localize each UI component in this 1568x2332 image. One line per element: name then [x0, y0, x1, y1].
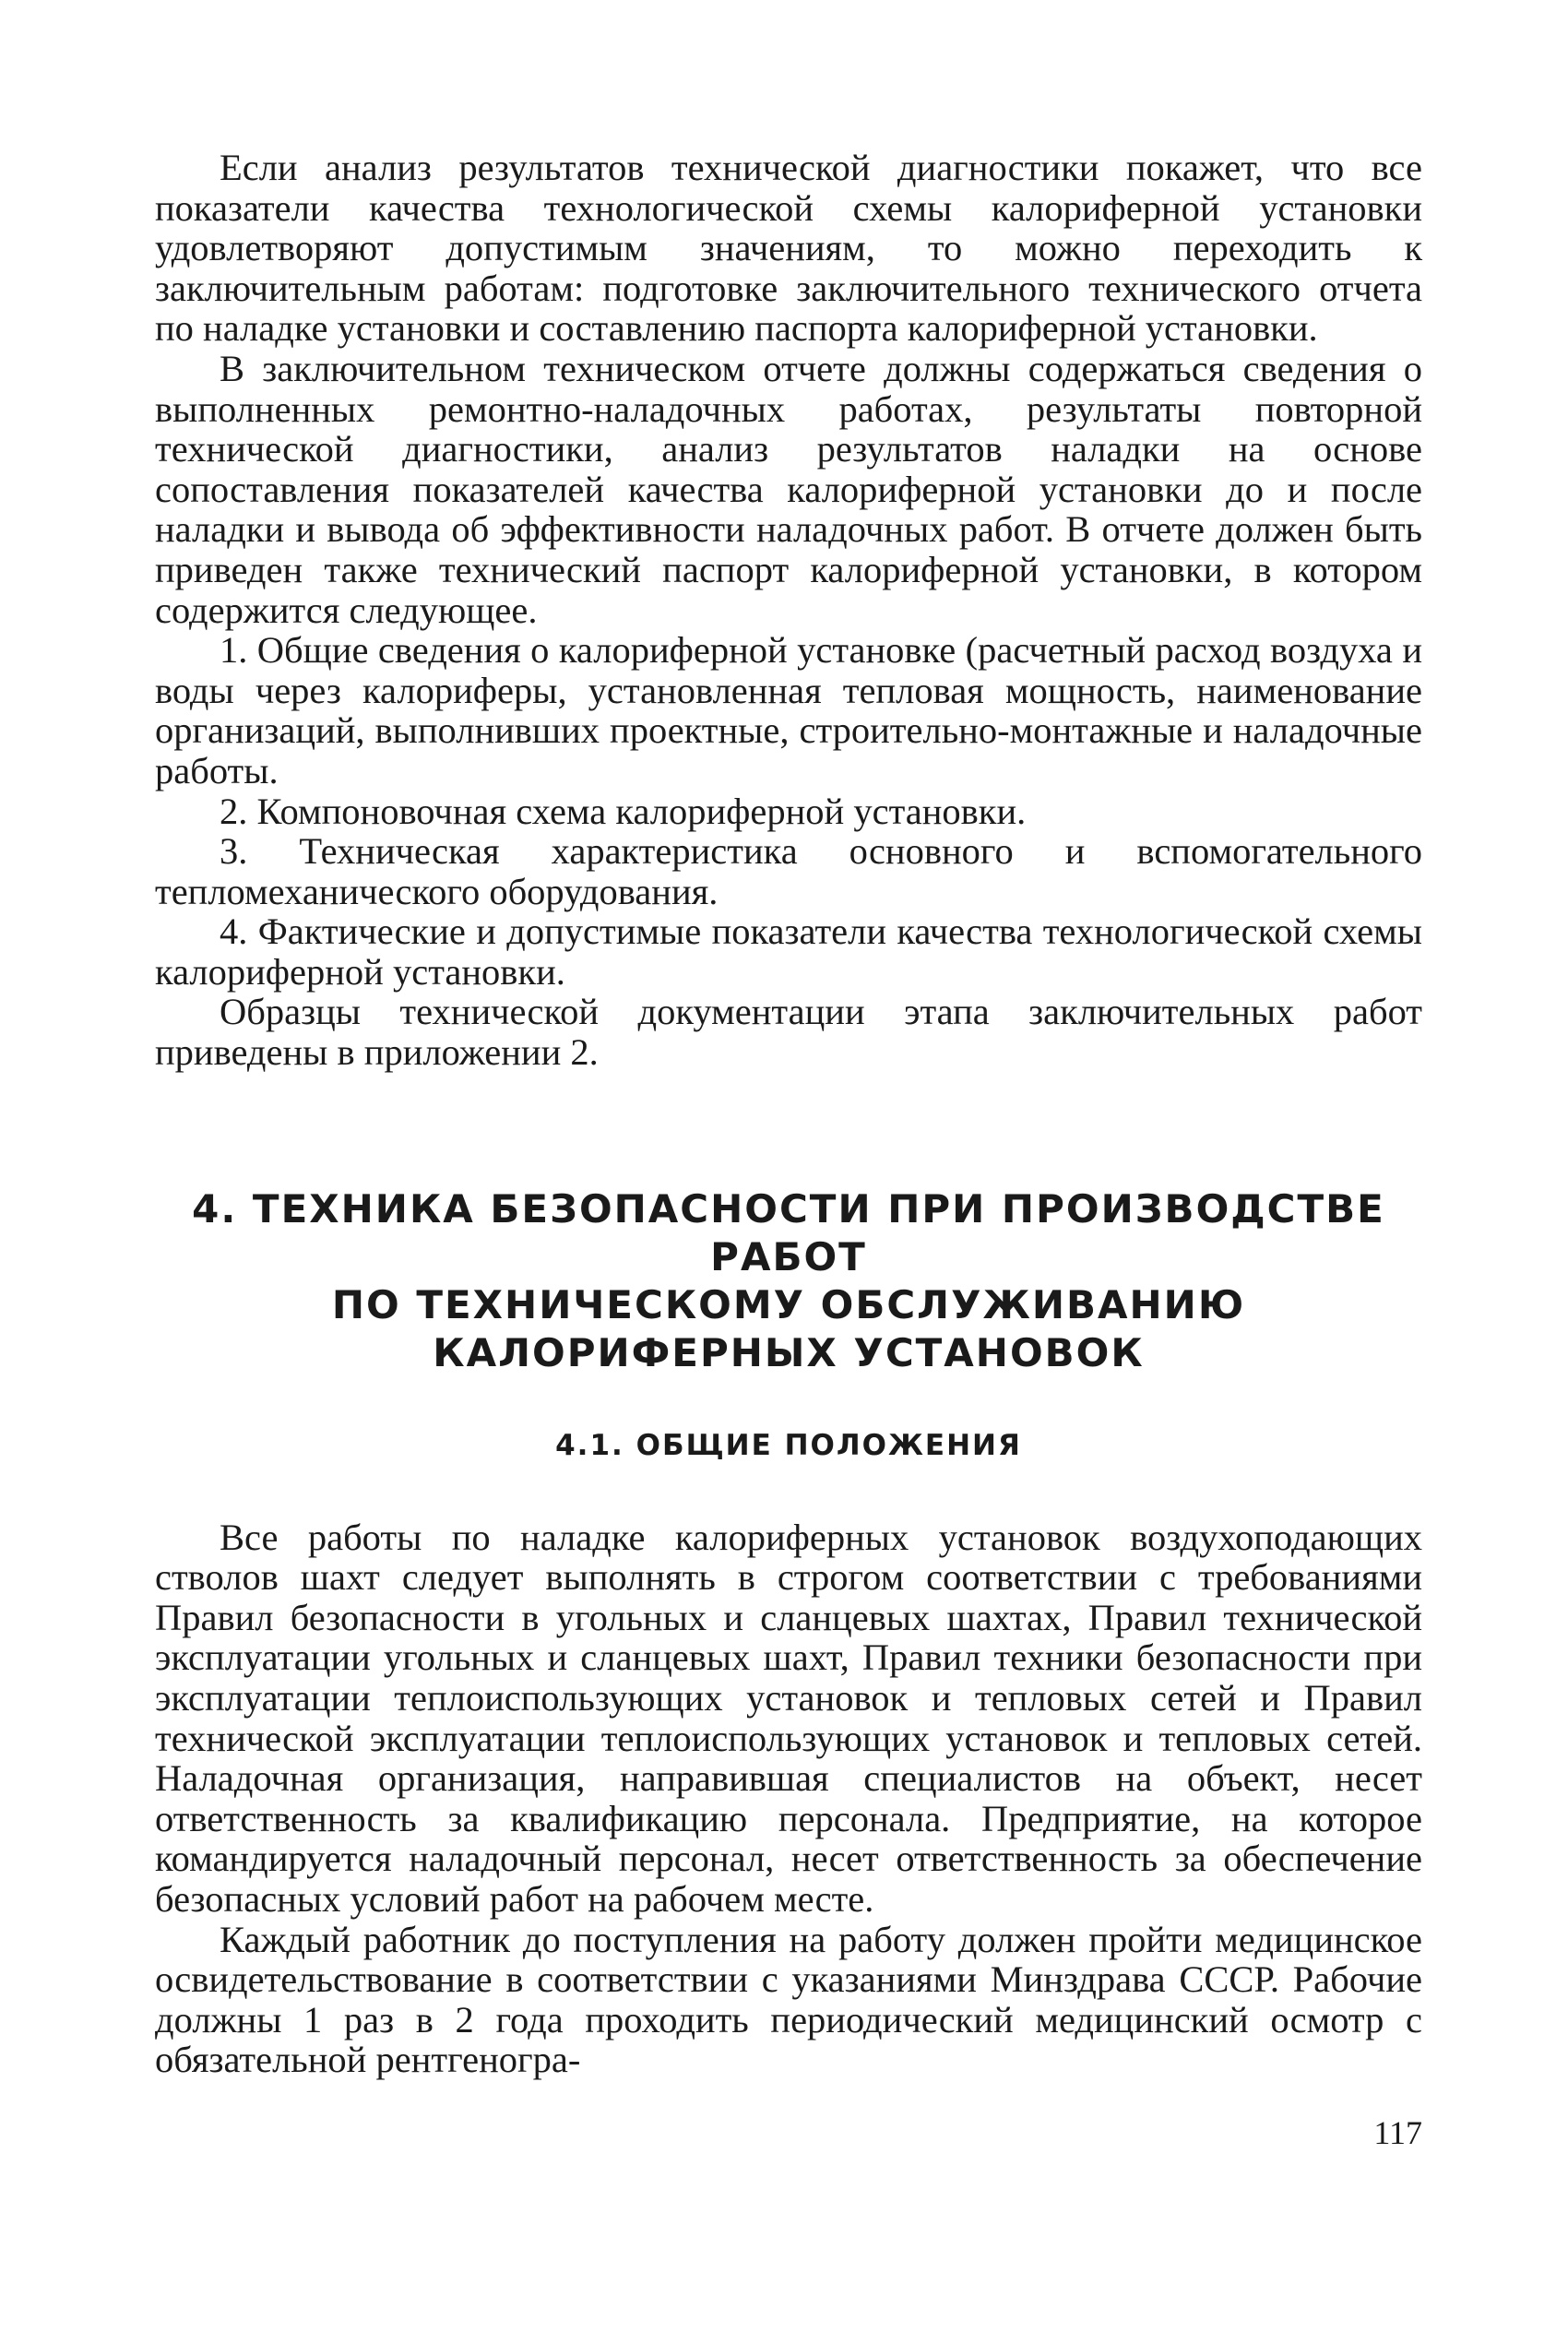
chapter-heading [155, 1185, 1422, 1377]
section-heading: 4.1. ОБЩИЕ ПОЛОЖЕНИЯ [555, 1428, 1022, 1462]
document-page [155, 148, 1422, 2080]
list-item: 3. Техническая характеристика основного и вспомогательного тепломеханического оборудования. [155, 830, 1422, 912]
chapter-heading-line: 4. ТЕХНИКА БЕЗОПАСНОСТИ ПРИ ПРОИЗВОДСТВЕ РАБОТ [192, 1185, 1385, 1279]
page-number: 117 [1373, 2114, 1422, 2151]
list-item: 2. Компоновочная схема калориферной установки. [220, 790, 1027, 832]
list-item: 1. Общие сведения о калориферной установке (расчетный расход воздуха и воды через калориферы, установленная тепловая мощность, наименование организаций, выполнивших проектные, строительно-монтажные и наладочные работы. [155, 629, 1422, 791]
paragraph-final-report: В заключительном техническом отчете должны содержаться сведения о выполненных ремонтно-наладочных работах, результаты повторной технической диагностики, анализ результатов наладки на основе сопоставления показателей качества калориферной установки до и после наладки и вывода об эффективности наладочных работ. В отчете должен быть приведен также технический паспорт калориферной установки, в котором содержится следующее. [155, 347, 1422, 631]
chapter-heading-line: КАЛОРИФЕРНЫХ УСТАНОВОК [433, 1329, 1145, 1375]
paragraph-diagnostics-result: Если анализ результатов технической диагностики покажет, что все показатели качества технологической схемы калориферной установки удовлетворяют допустимым значениям, то можно переходить к заключительным работам: подготовке заключительного технического отчета по наладке установки и составлению паспорта калориферной установки. [155, 147, 1422, 350]
paragraph-medical-exam: Каждый работник до поступления на работу должен пройти медицинское освидетельствование в соответствии с указаниями Минздрава СССР. Рабочие должны 1 раз в 2 года проходить периодический медицинский осмотр с обязательной рентгеногра- [155, 1918, 1422, 2081]
paragraph-regulations: Все работы по наладке калориферных установок воздухоподающих стволов шахт следует выполнять в строгом соответствии с требованиями Правил безопасности в угольных и сланцевых шахтах, Правил технической эксплуатации угольных и сланцевых шахт, Правил техники безопасности при эксплуатации теплоиспользующих установок и тепловых сетей и Правил технической эксплуатации теплоиспользующих установок и тепловых сетей. Наладочная организация, направившая специалистов на объект, несет ответственность за квалификацию персонала. Предприятие, на которое командируется наладочный персонал, несет ответственность за обеспечение безопасных условий работ на рабочем месте. [155, 1516, 1422, 1920]
list-item: 4. Фактические и допустимые показатели качества технологической схемы калориферной установки. [155, 910, 1422, 993]
passport-contents-list [155, 630, 1422, 992]
chapter-heading-line: ПО ТЕХНИЧЕСКОМУ ОБСЛУЖИВАНИЮ [331, 1281, 1246, 1327]
paragraph-documentation-samples: Образцы технической документации этапа заключительных работ приведены в приложении 2. [155, 991, 1422, 1074]
